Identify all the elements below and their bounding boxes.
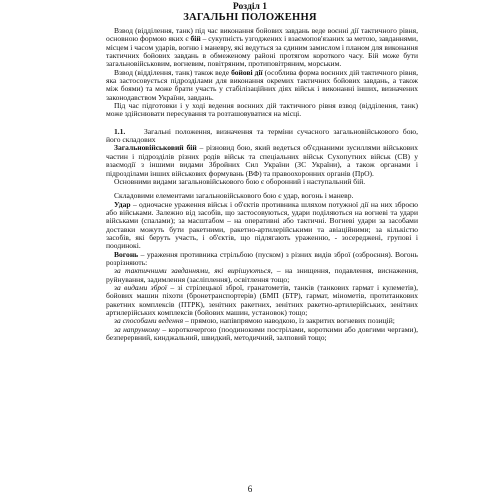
term-combat-actions: бойові дії — [231, 67, 263, 77]
paragraph-fire-by-tasks: за тактичними завданнями, які вирішуються, – на знищення, подавлення, виснаження, руйнування, задимлення (засліплення), освітлення тощо; — [106, 266, 418, 284]
paragraph-fire-by-intensity: за напрункому – короткочергою (поодинокими пострілами, короткими або довгими чергами), безперервний, кинджальний, швидкий, методичний, залповий тощо; — [106, 324, 418, 343]
paragraph-combat-actions: Взвод (відділення, танк) також веде бойові дії (особлива форма воєнних дій тактичного рівня, яка застосовується підрозділами для виконання окремих тактичних бойових завдань, а також між боями) та може брати участь у стабілізаційних діях військ і виконанні інших, визначених законодавством України, завдань. — [106, 67, 418, 102]
term-fire: Вогонь — [114, 249, 139, 259]
paragraph-combined-arms-battle: Загальновійськовий бій – різновид бою, який ведеться об'єднаними зусиллями військових частин і підрозділів різних родів військ та спеціальних військ Сухопутних військ (СВ) у взаємодії з іншими видами Збройних Сил України (ЗС України), а також органами і підрозділами інших військових формувань (ВФ) та правоохоронних органів (ПрО). — [106, 143, 418, 178]
paragraph-fire-by-weapons: за видами зброї – зі стрілецької зброї, гранатометів, танків (танкових гармат і кулеметів), бойових машин піхоти (бронетранспортерів) (БМП (БТР), гармат, мінометів, протитанкових ракетних комплексів (ПТРК), зенітних ракетних, зенітних ракетно-артилерійських, зенітних артилерійських комплексів (бойових машин, установок) тощо; — [106, 282, 418, 317]
section-title: ЗАГАЛЬНІ ПОЛОЖЕННЯ — [183, 12, 317, 23]
paragraph-battle-definition: Взвод (відділення, танк) під час виконання бойових завдань веде воєнні дії тактичного рівня, основною формою яких є бій – сукупність узгоджених і взаємопов'язаних за метою, завданнями, місцем і часом ударів, вогню і маневру, які ведуться за єдиним замислом і планом для виконання тактичних бойових завдань в обмеженому районі протягом короткого часу. Бій може бути загальновійськовим, вогневим, повітряним, протиповітряним, морським. — [106, 26, 418, 69]
page-number: 6 — [247, 484, 253, 494]
paragraph-strike: Удар – одночасне ураження військ і об'єктів противника шляхом потужної дії на них зброєю або військами. Залежно від засобів, що застосовуються, удари поділяються на вогневі та удари військами (спалами); за масштабом – на оперативні або тактичні. Вогневі удари за засобами доставки можуть бути ракетними, ракетно-артилерійськими та авіаційними; за кількістю засобів, які беруть участь, і об'єктів, що підлягають ураженню, - зосереджені, групові і поодинокі. — [106, 199, 418, 251]
subsection-title: Загальні положення, визначення та терміни сучасного загальновійськового бою, його складових — [106, 126, 418, 145]
subsection-heading-1-1 — [106, 128, 418, 145]
term-strike: Удар — [114, 199, 131, 209]
term-battle: бій — [190, 34, 201, 44]
term-combined-arms-battle: Загальновійськовий бій — [114, 143, 197, 153]
paragraph-fire: Вогонь – ураження противника стрільбою (пуском) з різних видів зброї (озброєння). Вогонь розрізняють: — [106, 249, 418, 267]
paragraph-fire-by-methods: за способами ведення – прямою, напівпрямою наводкою, із закритих вогневих позицій; — [114, 316, 395, 326]
section-number: Розділ 1 — [232, 1, 268, 12]
paragraph-movement: Під час підготовки і у ході ведення воєнних дій тактичного рівня взвод (відділення, танк) може здійснювати пересування та розташовуватися на місці. — [106, 101, 418, 119]
paragraph-battle-types: Основними видами загальновійськового бою є оборонний і наступальний бій. — [114, 176, 366, 186]
document-body — [106, 27, 418, 342]
paragraph-battle-elements: Складовими елементами загальновійськового бою є удар, вогонь і маневр. — [114, 191, 354, 201]
subsection-number: 1.1. — [114, 126, 126, 136]
